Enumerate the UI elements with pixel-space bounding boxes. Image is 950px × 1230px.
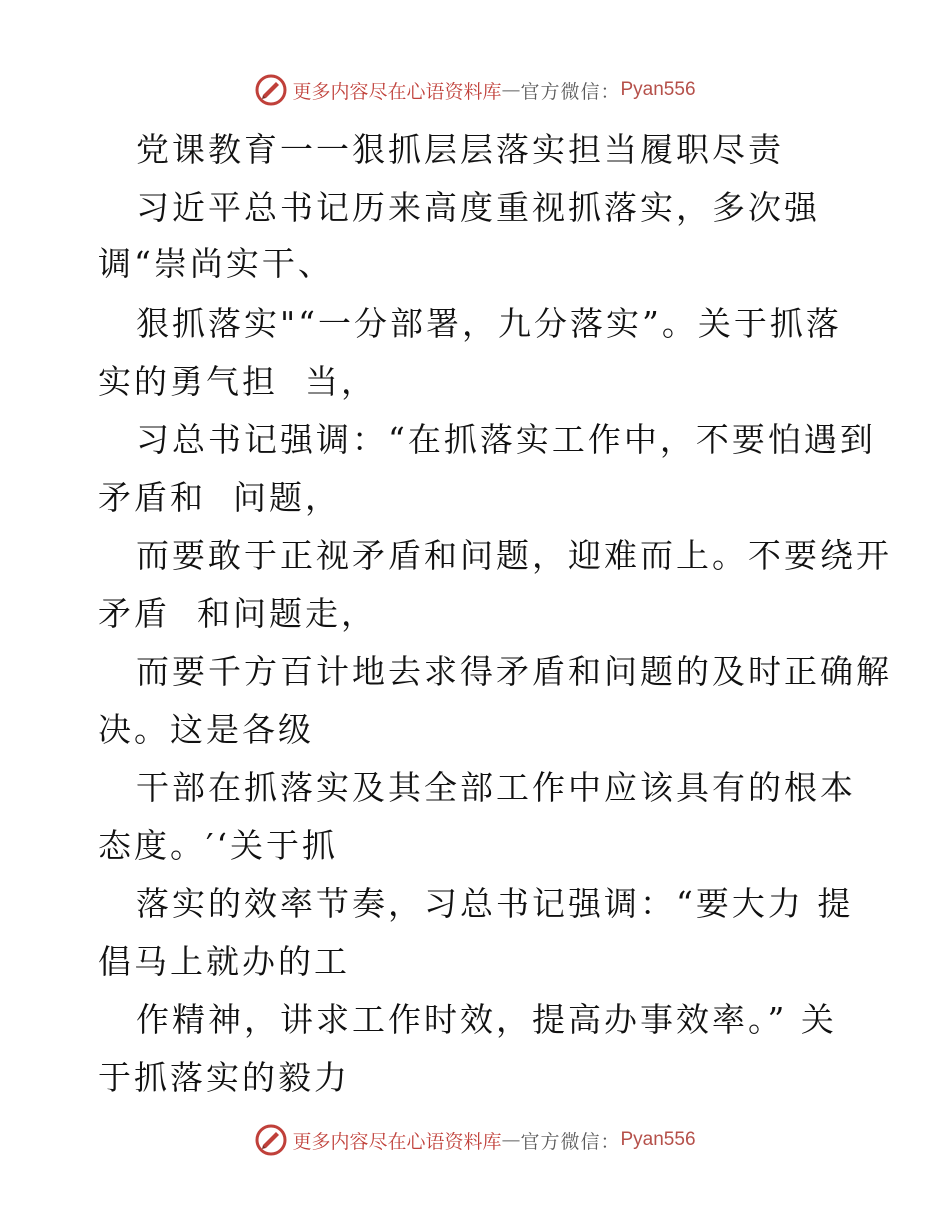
doc-line: 调“崇尚实干、 (98, 244, 334, 283)
logo-icon (254, 1123, 288, 1157)
doc-line: 倡马上就办的工 (98, 942, 350, 981)
logo-icon (254, 73, 288, 107)
doc-line: 狠抓落实"“一分部署，九分落实”。关于抓落 (136, 304, 842, 343)
banner-brand-text: 更多内容尽在心语资料库 (292, 1130, 502, 1153)
doc-line: 作精神，讲求工作时效，提高办事效率。” 关 (136, 1000, 837, 1039)
banner-wechat-id: Pyan556 (620, 1129, 696, 1150)
doc-line: 习近平总书记历来高度重视抓落实，多次强 (136, 188, 820, 227)
banner-separator: — (501, 1129, 521, 1151)
doc-line: 而要千方百计地去求得矛盾和问题的及时正确解 (136, 652, 892, 691)
doc-line: 于抓落实的毅力 (98, 1058, 350, 1097)
doc-line: 矛盾 和问题走， (98, 594, 377, 633)
header-banner (0, 70, 950, 110)
doc-title: 党课教育一一狠抓层层落实担当履职尽责 (136, 130, 784, 169)
footer-banner (0, 1120, 950, 1160)
doc-line: 矛盾和 问题， (98, 478, 341, 517)
doc-line: 落实的效率节奏，习总书记强调：“要大力 提 (136, 884, 854, 923)
doc-line: 而要敢于正视矛盾和问题，迎难而上。不要绕开 (136, 536, 892, 575)
doc-line: 实的勇气担 当， (98, 362, 377, 401)
doc-line: 决。这是各级 (98, 710, 314, 749)
banner-brand-text: 更多内容尽在心语资料库 (292, 80, 502, 103)
banner-wechat-label: 官方微信： (520, 80, 621, 103)
banner-wechat-id: Pyan556 (620, 79, 696, 100)
doc-line: 态度。′‘关于抓 (98, 826, 338, 865)
banner-separator: — (501, 79, 521, 101)
banner-wechat-label: 官方微信： (520, 1130, 621, 1153)
doc-line: 习总书记强调：“在抓落实工作中，不要怕遇到 (136, 420, 876, 459)
doc-line: 干部在抓落实及其全部工作中应该具有的根本 (136, 768, 856, 807)
